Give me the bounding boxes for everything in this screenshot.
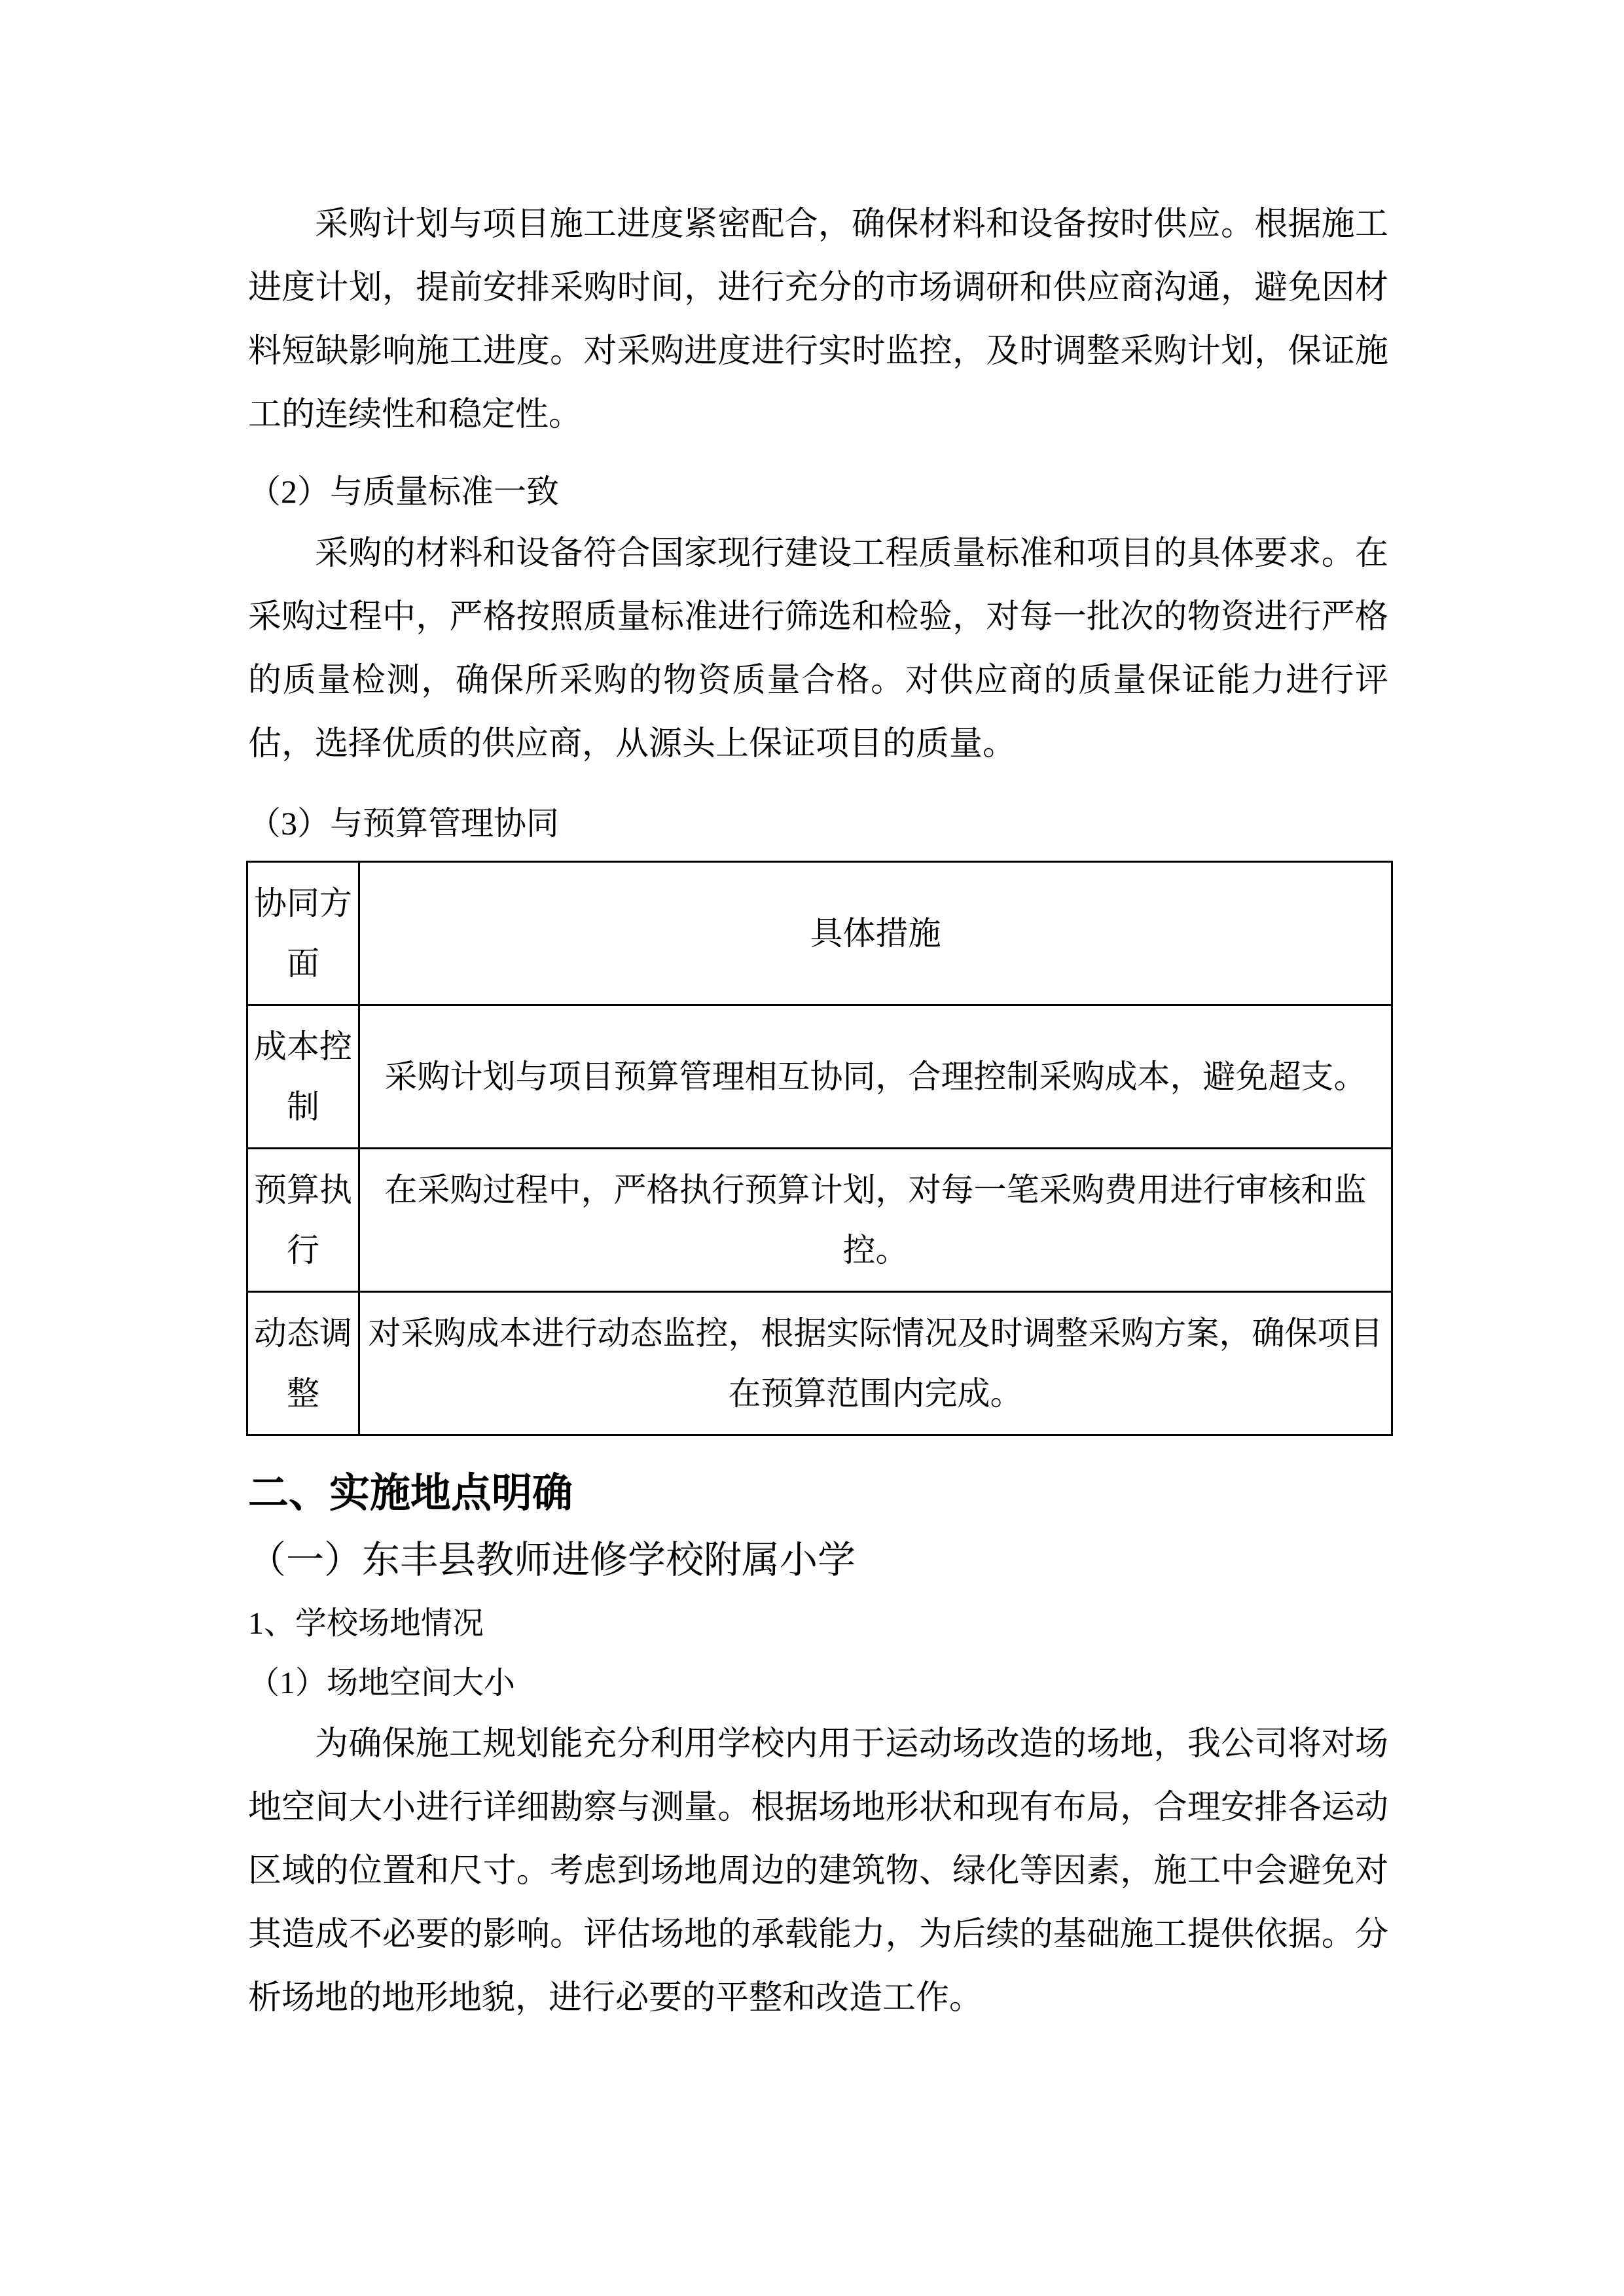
table-cell-measure: 采购计划与项目预算管理相互协同，合理控制采购成本，避免超支。 <box>359 1005 1392 1149</box>
section-title: 二、实施地点明确 <box>248 1471 573 1516</box>
paragraph-site-size: 为确保施工规划能充分利用学校内用于运动场改造的场地，我公司将对场地空间大小进行详细勘察与测量。根据场地形状和现有布局，合理安排各运动区域的位置和尺寸。考虑到场地周边的建筑物、绿化等因素，施工中会避免对其造成不必要的影响。评估场地的承载能力，为后续的基础施工提供依据。分析场地的地形地貌，进行必要的平整和改造工作。 <box>248 1726 1388 2017</box>
paragraph-quality: 采购的材料和设备符合国家现行建设工程质量标准和项目的具体要求。在采购过程中，严格按照质量标准进行筛选和检验，对每一批次的物资进行严格的质量检测，确保所采购的物资质量合格。对供应商的质量保证能力进行评估，选择优质的供应商，从源头上保证项目的质量。 <box>248 535 1388 762</box>
table-cell-aspect: 动态调整 <box>247 1292 359 1435</box>
table-header-row <box>247 862 1392 1005</box>
heading-budget-coordination: （3）与预算管理协同 <box>248 805 559 842</box>
coordination-table <box>246 861 1393 1436</box>
item-heading: 1、学校场地情况 <box>248 1606 484 1641</box>
table-header-measures: 具体措施 <box>359 862 1392 1005</box>
table-row <box>247 1292 1392 1435</box>
table-header-aspect: 协同方面 <box>247 862 359 1005</box>
subitem-heading: （1）场地空间大小 <box>248 1666 516 1700</box>
paragraph-procurement-schedule: 采购计划与项目施工进度紧密配合，确保材料和设备按时供应。根据施工进度计划，提前安排采购时间，进行充分的市场调研和供应商沟通，避免因材料短缺影响施工进度。对采购进度进行实时监控，及时调整采购计划，保证施工的连续性和稳定性。 <box>248 206 1388 433</box>
table-row <box>247 1149 1392 1292</box>
table-cell-measure: 对采购成本进行动态监控，根据实际情况及时调整采购方案，确保项目在预算范围内完成。 <box>359 1292 1392 1435</box>
table-cell-measure: 在采购过程中，严格执行预算计划，对每一笔采购费用进行审核和监控。 <box>359 1149 1392 1292</box>
section-subtitle: （一）东丰县教师进修学校附属小学 <box>248 1539 856 1581</box>
table-cell-aspect: 成本控制 <box>247 1005 359 1149</box>
table-cell-aspect: 预算执行 <box>247 1149 359 1292</box>
heading-quality-standard: （2）与质量标准一致 <box>248 473 559 510</box>
table-row <box>247 1005 1392 1149</box>
